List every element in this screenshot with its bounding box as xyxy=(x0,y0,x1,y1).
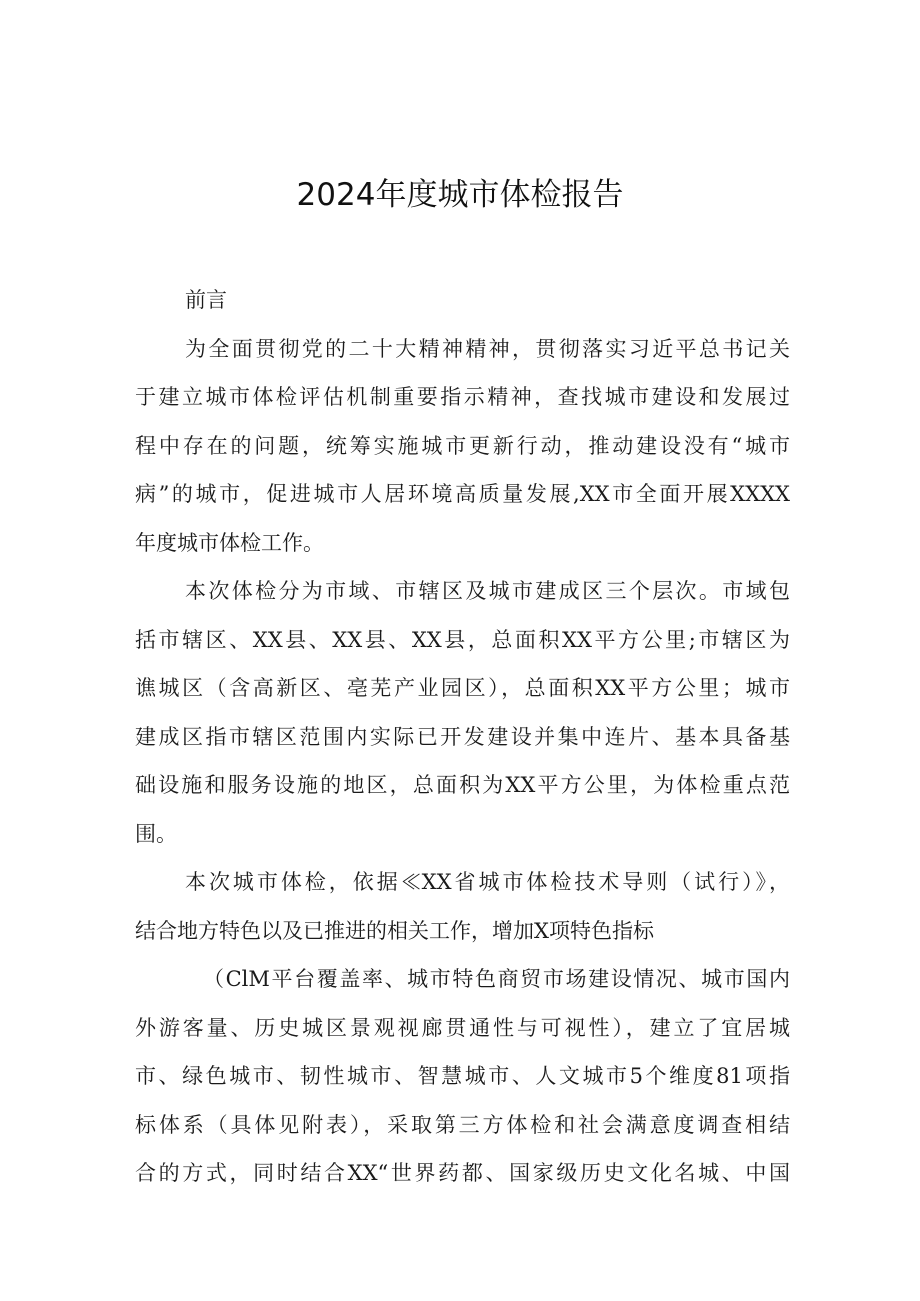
paragraph-2-line-4: 建成区指市辖区范围内实际已开发建设并集中连片、基本具备基 xyxy=(135,724,790,749)
paragraph-1-line-3: 程中存在的问题，统筹实施城市更新行动，推动建设没有“城市 xyxy=(135,433,790,458)
paragraph-3-line-5: 市、绿色城市、韧性城市、智慧城市、人文城市5个维度81项指 xyxy=(135,1064,790,1088)
paragraph-2-line-2: 括市辖区、XX县、XX县、XX县，总面积XX平方公里;市辖区为 xyxy=(135,627,790,652)
paragraph-3-line-4: 外游客量、历史城区景观视廊贯通性与可视性），建立了宜居城 xyxy=(135,1015,790,1040)
paragraph-2-line-3: 谯城区（含高新区、亳芜产业园区），总面积XX平方公里；城市 xyxy=(135,676,790,700)
paragraph-1-line-2: 于建立城市体检评估机制重要指示精神，查找城市建设和发展过 xyxy=(135,385,790,409)
paragraph-2-line-1: 本次体检分为市域、市辖区及城市建成区三个层次。市域包 xyxy=(185,579,790,603)
document-title: 2024年度城市体检报告 xyxy=(296,177,624,213)
paragraph-3-line-7: 合的方式，同时结合XX“世界药都、国家级历史文化名城、中国 xyxy=(135,1161,790,1185)
paragraph-3-line-6: 标体系（具体见附表），采取第三方体检和社会满意度调查相结 xyxy=(135,1112,790,1137)
section-heading: 前言 xyxy=(185,288,227,312)
paragraph-2-line-5: 础设施和服务设施的地区，总面积为XX平方公里，为体检重点范 xyxy=(135,773,790,797)
paragraph-1-line-1: 为全面贯彻党的二十大精神精神，贯彻落实习近平总书记关 xyxy=(185,336,790,361)
paragraph-1-line-5: 年度城市体检工作。 xyxy=(135,530,324,555)
document-body xyxy=(135,276,790,1198)
paragraph-3-line-1: 本次城市体检，依据≪XX省城市体检技术导则（试行）》， xyxy=(185,870,790,894)
paragraph-1-line-4: 病”的城市，促进城市人居环境高质量发展,XX市全面开展XXXX xyxy=(135,482,790,506)
paragraph-2-line-6: 围。 xyxy=(135,821,177,846)
paragraph-3-line-2: 结合地方特色以及已推进的相关工作，增加X项特色指标 xyxy=(135,918,654,943)
paragraph-3-line-3: （ClM平台覆盖率、城市特色商贸市场建设情况、城市国内 xyxy=(203,967,790,991)
